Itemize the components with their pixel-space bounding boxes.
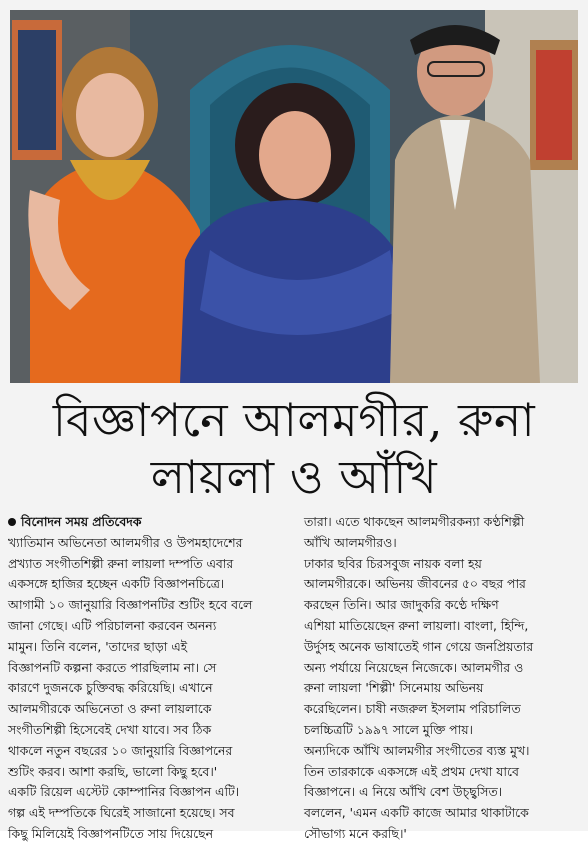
text-line: কারণে দুজনকে চুক্তিবদ্ধ করিয়েছি। এখানে	[8, 680, 213, 696]
text-line: জানা গেছে। এটি পরিচালনা করবেন অনন্য	[8, 617, 217, 633]
text-line: থাকলে নতুন বছরের ১০ জানুয়ারি বিজ্ঞাপনের	[8, 742, 233, 758]
text-line: বিজ্ঞাপনে। এ নিয়ে আঁখি বেশ উচ্ছ্বসিত।	[304, 784, 503, 800]
text-line: ঢাকার ছবির চিরসবুজ নায়ক বলা হয়	[304, 555, 482, 571]
article-body	[8, 512, 580, 841]
text-line: আঁখি আলমগীরও।	[304, 534, 397, 550]
text-line: সংগীতশিল্পী হিসেবেই দেখা যাবে। সব ঠিক	[8, 721, 212, 737]
text-line: খ্যাতিমান অভিনেতা আলমগীর ও উপমহাদেশের	[8, 534, 243, 550]
text-line: করেছিলেন। চাষী নজরুল ইসলাম পরিচালিত	[304, 701, 521, 717]
text-line: গল্প এই দম্পতিকে ঘিরেই সাজানো হয়েছে। সব	[8, 805, 235, 821]
text-line: তারা। এতে থাকছেন আলমগীরকন্যা কণ্ঠশিল্পী	[304, 514, 525, 529]
bullet-icon	[8, 518, 16, 526]
headline-line-2: লায়লা ও আঁখি	[150, 450, 438, 504]
right-column	[294, 512, 580, 841]
byline-text: বিনোদন সময় প্রতিবেদক	[21, 514, 142, 529]
left-column	[8, 512, 294, 841]
text-line: বললেন, 'এমন একটি কাজে আমার থাকাটাকে	[304, 805, 529, 821]
text-line: তিন তারকাকে একসঙ্গে এই প্রথম দেখা যাবে	[304, 763, 519, 779]
text-line: শুটিং করব। আশা করছি, ভালো কিছু হবে।'	[8, 763, 218, 779]
text-line: বিজ্ঞাপনটি কল্পনা করতে পারছিলাম না। সে	[8, 659, 217, 675]
text-line: একসঙ্গে হাজির হচ্ছেন একটি বিজ্ঞাপনচিত্রে।	[8, 576, 225, 592]
byline	[8, 512, 288, 533]
text-line: প্রখ্যাত সংগীতশিল্পী রুনা লায়লা দম্পতি এবার	[8, 555, 234, 571]
text-line: আলমগীরকে অভিনেতা ও রুনা লায়লাকে	[8, 701, 212, 717]
text-line: কিছু মিলিয়েই বিজ্ঞাপনটিতে সায় দিয়েছেন	[8, 825, 213, 841]
text-line: সৌভাগ্য মনে করছি।'	[304, 825, 407, 841]
text-line: চলচ্চিত্রটি ১৯৯৭ সালে মুক্তি পায়।	[304, 721, 473, 737]
headline-line-1: বিজ্ঞাপনে আলমগীর, রুনা	[52, 393, 536, 447]
headline	[0, 392, 588, 506]
text-line: আলমগীরকে। অভিনয় জীবনের ৫০ বছর পার	[304, 576, 526, 592]
text-line: রুনা লায়লা 'শিল্পী' সিনেমায় অভিনয়	[304, 680, 484, 696]
text-line: এশিয়া মাতিয়েছেন রুনা লায়লা। বাংলা, হিন্দি,	[304, 617, 529, 633]
text-line: অন্যদিকে আঁখি আলমগীর সংগীতের ব্যস্ত মুখ।	[304, 742, 530, 758]
article-photo	[10, 10, 578, 383]
text-line: একটি রিয়েল এস্টেট কোম্পানির বিজ্ঞাপন এটি।	[8, 784, 240, 800]
text-line: অন্য পর্যায়ে নিয়েছেন নিজেকে। আলমগীর ও	[304, 659, 524, 675]
text-line: আগামী ১০ জানুয়ারি বিজ্ঞাপনটির শুটিং হবে বলে	[8, 597, 253, 613]
text-line: মামুন। তিনি বলেন, 'তাদের ছাড়া এই	[8, 638, 188, 654]
photo-illustration	[10, 10, 578, 383]
text-line: করছেন তিনি। আর জাদুকরি কণ্ঠে দক্ষিণ	[304, 597, 499, 613]
text-line: উর্দুসহ অনেক ভাষাতেই গান গেয়ে জনপ্রিয়তার	[304, 638, 534, 654]
